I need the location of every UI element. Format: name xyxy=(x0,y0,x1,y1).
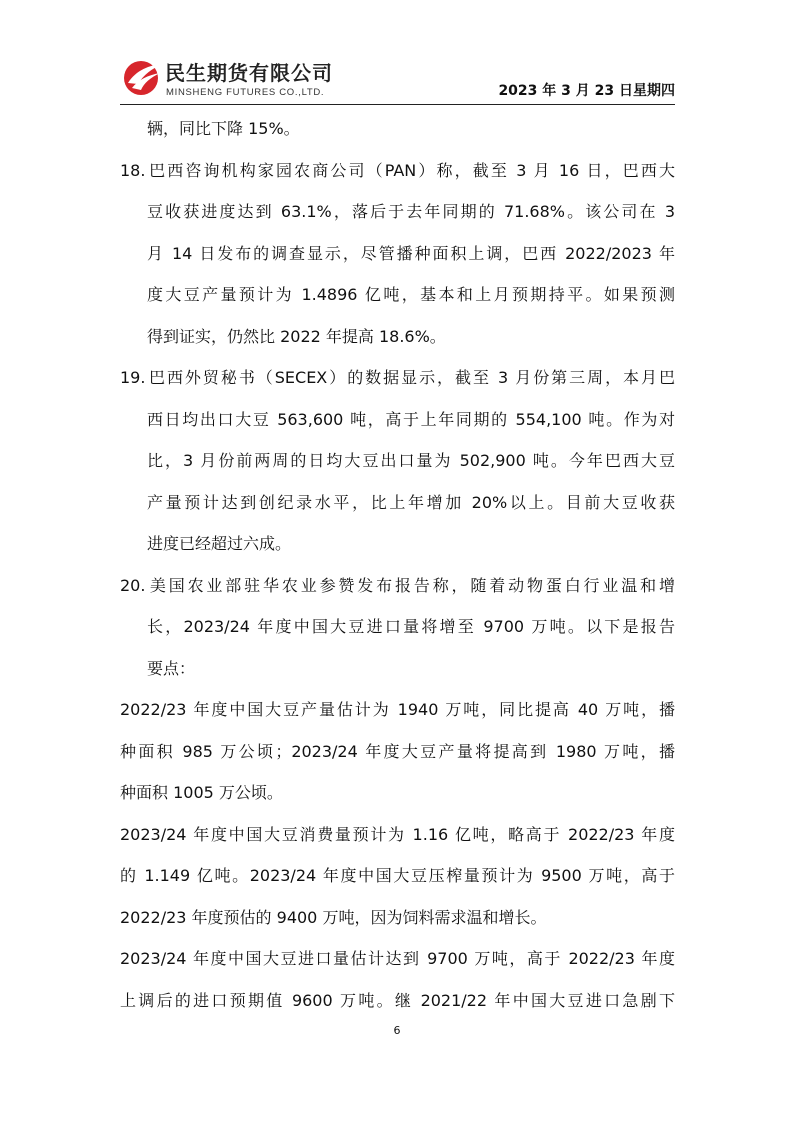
text-line: 2022/23 年度中国大豆产量估计为 1940 万吨，同比提高 40 万吨，播 xyxy=(120,700,675,719)
text-line: 2023/24 年度中国大豆进口量估计达到 9700 万吨，高于 2022/23 年度 xyxy=(120,949,675,968)
list-item-18-line xyxy=(120,150,675,192)
text-line: 长，2023/24 年度中国大豆进口量将增至 9700 万吨。以下是报告 xyxy=(147,617,675,636)
text-line: 上调后的进口预期值 9600 万吨。继 2021/22 年中国大豆进口急剧下 xyxy=(120,990,675,1010)
text-line: 种面积 1005 万公顷。 xyxy=(120,783,283,802)
minsheng-logo-icon xyxy=(120,56,164,100)
page-header xyxy=(120,52,675,104)
text-line: 种面积 985 万公顷；2023/24 年度大豆产量将提高到 1980 万吨，播 xyxy=(120,741,675,761)
text-line: 豆收获进度达到 63.1%，落后于去年同期的 71.68%。该公司在 3 xyxy=(147,202,675,221)
item-number: 19. xyxy=(120,368,146,387)
header-divider xyxy=(120,104,675,105)
company-logo xyxy=(120,56,360,102)
page-number: 6 xyxy=(393,1024,401,1037)
text-line: 进度已经超过六成。 xyxy=(147,534,292,553)
text-line: 美国农业部驻华农业参赞发布报告称，随着动物蛋白行业温和增 xyxy=(147,575,675,595)
text-line: 巴西外贸秘书（SECEX）的数据显示，截至 3 月份第三周，本月巴 xyxy=(147,368,675,387)
text-line: 要点： xyxy=(147,658,196,678)
text-line: 得到证实，仍然比 2022 年提高 18.6%。 xyxy=(147,326,446,346)
text-line: 辆，同比下降 15%。 xyxy=(147,119,300,138)
item-number: 20. xyxy=(120,575,146,595)
text-line: 比，3 月份前两周的日均大豆出口量为 502,900 吨。今年巴西大豆 xyxy=(147,451,675,470)
list-item-19-line xyxy=(120,357,675,399)
list-item-20-line xyxy=(120,565,675,607)
text-line: 巴西咨询机构家园农商公司（PAN）称，截至 3 月 16 日，巴西大 xyxy=(147,160,675,180)
text-line: 2022/23 年度预估的 9400 万吨，因为饲料需求温和增长。 xyxy=(120,907,547,927)
text-line: 西日均出口大豆 563,600 吨，高于上年同期的 554,100 吨。作为对 xyxy=(147,409,675,429)
text-line: 的 1.149 亿吨。2023/24 年度中国大豆压榨量预计为 9500 万吨，高于 xyxy=(120,866,675,885)
document-body xyxy=(120,108,675,1021)
text-line: 月 14 日发布的调查显示，尽管播种面积上调，巴西 2022/2023 年 xyxy=(147,243,675,263)
logo-chinese-name: 民生期货有限公司 xyxy=(165,61,333,85)
text-line: 产量预计达到创纪录水平，比上年增加 20%以上。目前大豆收获 xyxy=(147,492,675,512)
text-line: 2023/24 年度中国大豆消费量预计为 1.16 亿吨，略高于 2022/23 年度 xyxy=(120,824,675,844)
logo-english-name: MINSHENG FUTURES CO.,LTD. xyxy=(166,87,325,98)
report-date: 2023 年 3 月 23 日星期四 xyxy=(498,83,675,99)
text-line: 度大豆产量预计为 1.4896 亿吨，基本和上月预期持平。如果预测 xyxy=(147,285,675,304)
item-number: 18. xyxy=(120,160,146,180)
